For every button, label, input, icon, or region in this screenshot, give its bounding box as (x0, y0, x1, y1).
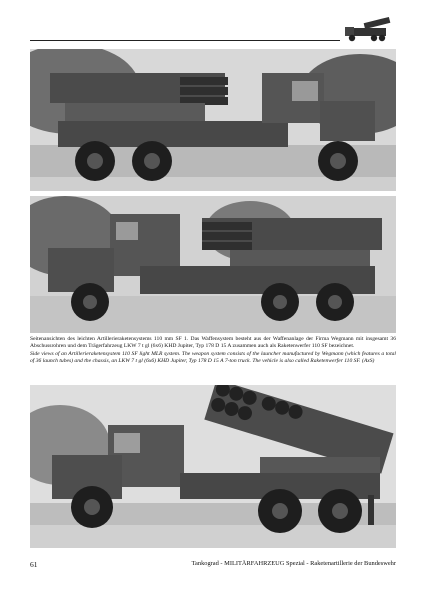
caption-english: Side views of an Artillerieraketensystem 110 SF light MLR system. The weapon system consists of the launcher manufactured by Wegmann (which features a total of 36 launch tubes) and the chassis, an LKW 7 t gl (6x6) KHD Jupiter, Typ 178 D 15 A 7-ton truck. The vehicle is also called Raketenwerfer 110 SF. (AxS) (30, 350, 396, 364)
rocket-launcher-logo (342, 14, 396, 44)
caption-german: Seitenansichten des leichten Artillerieraketensystems 110 mm SF 1. Das Waffensystem besteht aus der Waffenanlage der Firma Wegmann mit insgesamt 36 Abschussrohren und dem Trägerfahrzeug LKW 7 t gl (6x6) KHD Jupiter, Typ 178 D 15 A zusammen auch als Raketenwerfer 110 SF bezeichnet. (30, 336, 396, 350)
page-number: 61 (30, 560, 38, 569)
photo-caption (30, 336, 396, 365)
photo-side-view-left (30, 196, 396, 333)
photo-side-view-right (30, 49, 396, 191)
photo-launcher-raised (30, 385, 396, 548)
header-rule (30, 40, 340, 41)
footer-text: Tankograd - MILITÄRFAHRZEUG Spezial - Raketenartillerie der Bundeswehr (191, 560, 396, 567)
